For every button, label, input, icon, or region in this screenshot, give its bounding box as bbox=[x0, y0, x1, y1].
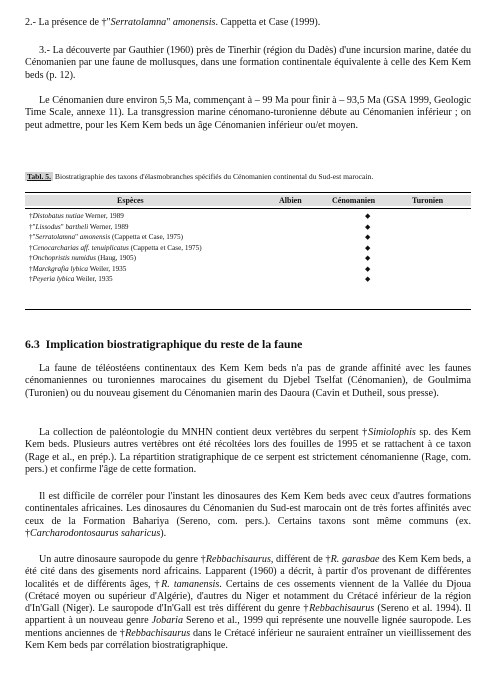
table-row bbox=[25, 211, 471, 222]
taxon-name: Peyeria lybica bbox=[32, 275, 75, 283]
text-segment: dans le Crétacé inférieur ne sauraient entraîner un vieillissement des Kem Kem beds par corrélation biostratigraphique. bbox=[25, 627, 472, 652]
taxon-epithet: bartheli bbox=[65, 222, 89, 231]
taxon-name: Rebbachisaurus bbox=[205, 554, 271, 565]
dagger-mark: † bbox=[29, 275, 33, 283]
taxon-name: Rebbachisaurus bbox=[125, 627, 191, 639]
text-segment: (Sereno et al. 1994). Il appartient à un nouveau genre bbox=[25, 603, 471, 627]
taxon-name: Lissodus bbox=[35, 222, 61, 231]
species-cell bbox=[29, 222, 129, 232]
taxon-name: Onchopristis numidus bbox=[32, 254, 96, 262]
section-number: 6.3 bbox=[25, 337, 40, 351]
taxon-name: Cenocarcharias aff. tenuiplicatus bbox=[32, 243, 129, 252]
dagger-mark: † bbox=[29, 254, 33, 262]
paragraph-teleosteens: La faune de téléostéens continentaux des Kem Kem beds n'a pas de grande affinité avec les faunes cénomaniennes ou turoniennes marocaines du gisement du Djebel Tselfat (Cénomanien), de Goulmima (Turonien) ou du nouveau gisement du Cénomanien marin des Daoura (Cavin et Dutheil, sous presse). bbox=[25, 363, 471, 399]
taxon-name: Marckgrafia lybica bbox=[32, 264, 89, 273]
taxon-name: Carcharodontosaurus saharicus bbox=[30, 527, 161, 539]
author-citation: (Cappetta et Case, 1975) bbox=[128, 243, 202, 252]
header-species: Espèces bbox=[117, 196, 144, 205]
header-cenomanien: Cénomanien bbox=[332, 196, 376, 205]
taxon-name: R. garasbae bbox=[330, 554, 380, 565]
taxon-name: Distobatus nutiae bbox=[32, 212, 84, 220]
text-segment: sp. des Kem Kem beds. Plusieurs autres vertèbres ont été récoltées lors des fouilles de 1995 et se rattachent à ce taxon (Rage et al., en prép.). La répartition stratigraphique de ce serpent est strictement cénomanienne (Rage, com. pers.) et confirme l'âge de cette formation. bbox=[25, 427, 471, 475]
table-header-row bbox=[25, 195, 471, 206]
author-citation: Werner, 1989 bbox=[88, 222, 129, 231]
table-caption bbox=[25, 172, 471, 182]
author-citation: Weiler, 1935 bbox=[88, 264, 127, 273]
taxon-name: Jobaria bbox=[151, 615, 184, 627]
dagger-mark: † bbox=[29, 233, 33, 241]
quote-mark: " bbox=[75, 233, 80, 241]
taxon-name: Simiolophis bbox=[368, 427, 416, 438]
taxon-epithet: amonensis bbox=[172, 17, 216, 28]
table-row bbox=[25, 264, 471, 275]
paragraph-rebbachisaurus bbox=[25, 554, 471, 652]
author-citation: (Haug, 1905) bbox=[95, 254, 137, 262]
occurrence-marker: ◆ bbox=[365, 233, 371, 241]
table-label: Tabl. 5. bbox=[27, 172, 51, 181]
species-cell bbox=[29, 211, 124, 221]
taxon-name: Serratolamna bbox=[110, 17, 167, 28]
quote-mark: " bbox=[32, 233, 36, 241]
author-citation: (Cappetta et Case, 1975) bbox=[110, 233, 184, 241]
taxon-name: R. tamanensis bbox=[161, 578, 220, 590]
occurrence-marker: ◆ bbox=[365, 212, 371, 220]
text-segment: Sereno et al., 1999 qui représente une nouvelle lignée sauropode. Les mentions anciennes de † bbox=[25, 615, 471, 639]
text-segment: des Kem Kem beds, a été cité dans des gisements nord africains. Lapparent (1960) a décrit, à partir d'os provenant de différentes localités et de différents âges, † bbox=[25, 554, 472, 590]
dagger-mark: † bbox=[29, 264, 33, 273]
table-rule-header bbox=[25, 208, 471, 209]
table-rule-top bbox=[25, 192, 471, 193]
biostratigraphy-table bbox=[25, 192, 471, 312]
table-row bbox=[25, 253, 471, 264]
author-citation: Werner, 1989 bbox=[83, 212, 124, 220]
taxon-name: Rebbachisaurus bbox=[309, 603, 375, 615]
text-segment: . Cappetta et Case (1999). bbox=[215, 17, 321, 28]
table-row bbox=[25, 232, 471, 243]
header-turonien: Turonien bbox=[412, 196, 444, 205]
dagger-mark: † bbox=[29, 212, 33, 220]
table-row bbox=[25, 274, 471, 285]
table-row bbox=[25, 222, 471, 233]
text-segment: . Certains de ces ossements viennent de la Vallée du Djoua (Crétacé moyen ou supérieur d'Algérie), d'autres du Niger et notamment du Crétacé inférieur de la région d'In'Gall (Niger). Le sauropode d'In'Gall est très différent du genre † bbox=[25, 578, 472, 615]
taxon-name: Serratolamna bbox=[35, 233, 76, 241]
text-segment: Il est difficile de corréler pour l'instant les dinosaures des Kem Kem beds avec ceux d'autres formations continentales africaines. Les dinosaures du Cénomanien du Sud-est marocain ont de très fortes affinités avec ceux de la Formation Bahariya (Sereno, com. pers.). Certains taxons sont même communs (ex. † bbox=[25, 491, 471, 539]
table-caption-text: Biostratigraphie des taxons d'élasmobranches spécifiés du Cénomanien continental du Sud-est marocain. bbox=[53, 172, 374, 181]
author-citation: Weiler, 1935 bbox=[74, 275, 113, 283]
species-cell bbox=[29, 253, 136, 263]
table-row bbox=[25, 243, 471, 254]
dagger-mark: † bbox=[29, 222, 33, 231]
occurrence-marker: ◆ bbox=[365, 275, 371, 283]
list-item-2 bbox=[25, 17, 471, 29]
text-segment: " bbox=[166, 17, 173, 28]
quote-mark: " bbox=[60, 222, 66, 231]
paragraph-cenomanien: Le Cénomanien dure environ 5,5 Ma, commençant à – 99 Ma pour finir à – 93,5 Ma (GSA 1999, Geologic Time Scale, annexe 11). La transgression marine cénomano-turonienne débute au Cénomanien inférieur ; on peut admettre, pour les Kem Kem beds un âge Cénomanien inférieur ou/et moyen. bbox=[25, 95, 471, 131]
species-cell bbox=[29, 232, 183, 242]
occurrence-marker: ◆ bbox=[365, 243, 371, 252]
table-rule-bottom bbox=[25, 309, 471, 310]
text-segment: La collection de paléontologie du MNHN contient deux vertèbres du serpent † bbox=[39, 427, 369, 438]
species-cell bbox=[29, 243, 202, 253]
occurrence-marker: ◆ bbox=[365, 254, 371, 262]
header-albien: Albien bbox=[279, 196, 302, 205]
occurrence-marker: ◆ bbox=[365, 264, 371, 273]
paragraph-dinosaures bbox=[25, 491, 471, 540]
section-heading bbox=[25, 337, 302, 352]
taxon-epithet: amonensis bbox=[79, 233, 111, 241]
paragraph-simiolophis bbox=[25, 427, 471, 476]
list-item-3: 3.- La découverte par Gauthier (1960) près de Tinerhir (région du Dadès) d'une incursion marine, datée du Cénomanien par une faune de mollusques, dans une formation continentale équivalente à celle des Kem Kem beds (p. 12). bbox=[25, 45, 471, 81]
quote-mark: " bbox=[32, 222, 36, 231]
text-segment: Un autre dinosaure sauropode du genre † bbox=[39, 554, 206, 565]
text-segment: 2.- La présence de †" bbox=[25, 17, 111, 28]
species-cell bbox=[29, 264, 126, 274]
species-cell bbox=[29, 274, 113, 284]
dagger-mark: † bbox=[29, 243, 33, 252]
text-segment: ). bbox=[160, 527, 167, 539]
section-title: Implication biostratigraphique du reste de la faune bbox=[45, 337, 303, 351]
occurrence-marker: ◆ bbox=[365, 222, 371, 231]
text-segment: , différent de † bbox=[270, 554, 331, 565]
